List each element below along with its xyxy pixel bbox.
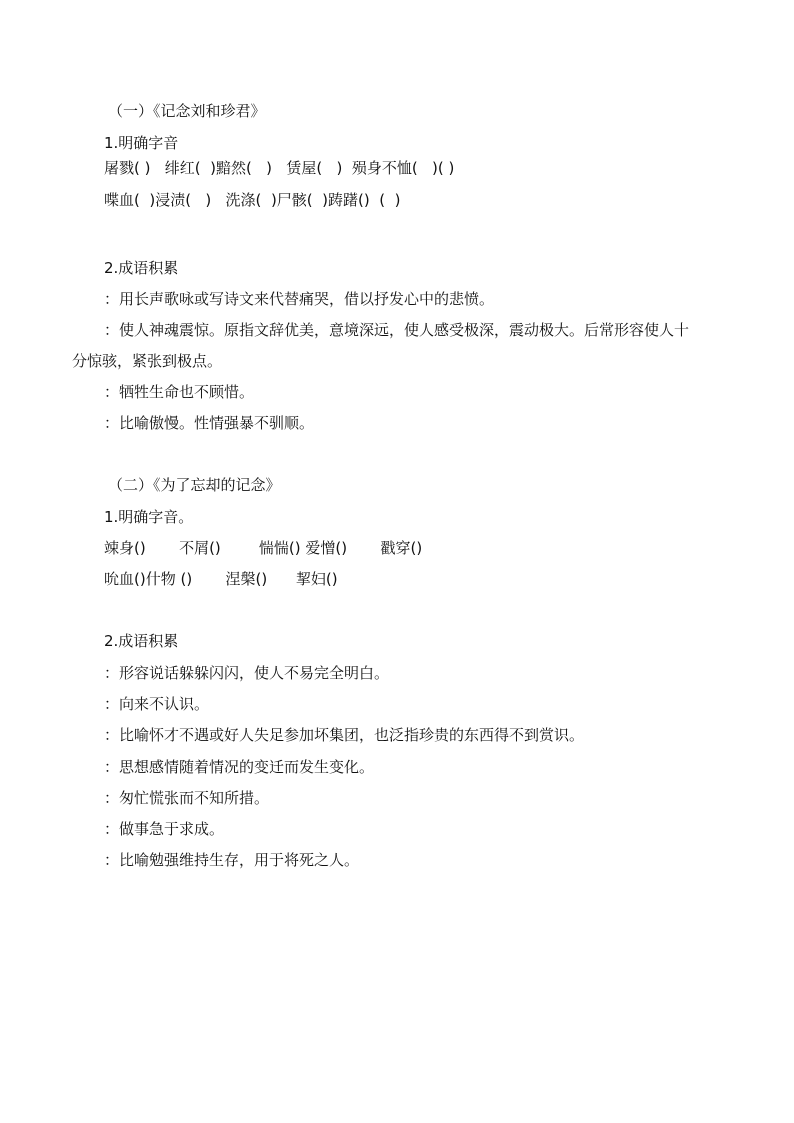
section1-idiom-3: ：牺牲生命也不顾惜。 [104, 383, 255, 401]
section2-idiom-5: ：匆忙慌张而不知所措。 [104, 789, 270, 807]
section1-idiom-2-continued: 分惊骇，紧张到极点。 [72, 352, 223, 370]
section2-idiom-2: ：向来不认识。 [104, 695, 210, 713]
section2-idiom-3: ：比喻怀才不遇或好人失足参加坏集团，也泛指珍贵的东西得不到赏识。 [104, 726, 585, 744]
section1-title: （一）《记念刘和珍君》 [108, 102, 266, 120]
section2-idiom-1: ：形容说话躲躲闪闪，使人不易完全明白。 [104, 664, 390, 682]
section2-title: （二）《为了忘却的记念》 [108, 476, 281, 494]
section2-idiom-4: ：思想感情随着情况的变迁而发生变化。 [104, 758, 375, 776]
section2-q1-heading: 1.明确字音。 [104, 508, 194, 526]
section2-idiom-6: ：做事急于求成。 [104, 820, 225, 838]
section1-q1-heading: 1.明确字音 [104, 134, 179, 152]
section1-idiom-4: ：比喻傲慢。性情强暴不驯顺。 [104, 414, 315, 432]
section1-q2-heading: 2.成语积累 [104, 259, 179, 277]
section2-q1-row2: 吮血()什物 () 涅槃() 挈妇() [104, 570, 338, 588]
section2-q1-row1: 竦身() 不屑() 惴惴() 爱憎() 戳穿() [104, 539, 423, 557]
section1-idiom-2: ：使人神魂震惊。原指文辞优美，意境深远，使人感受极深，震动极大。后常形容使人十 [104, 321, 690, 339]
section2-idiom-7: ：比喻勉强维持生存，用于将死之人。 [104, 851, 360, 869]
section1-q1-row2: 喋血( )浸渍( ) 洗涤( )尸骸( )踌躇() ( ) [104, 191, 401, 209]
section1-idiom-1: ：用长声歌咏或写诗文来代替痛哭，借以抒发心中的悲愤。 [104, 290, 495, 308]
section2-q2-heading: 2.成语积累 [104, 632, 179, 650]
section1-q1-row1: 屠戮( ) 绯红( )黯然( ) 赁屋( ) 殒身不恤( )( ) [104, 159, 455, 177]
